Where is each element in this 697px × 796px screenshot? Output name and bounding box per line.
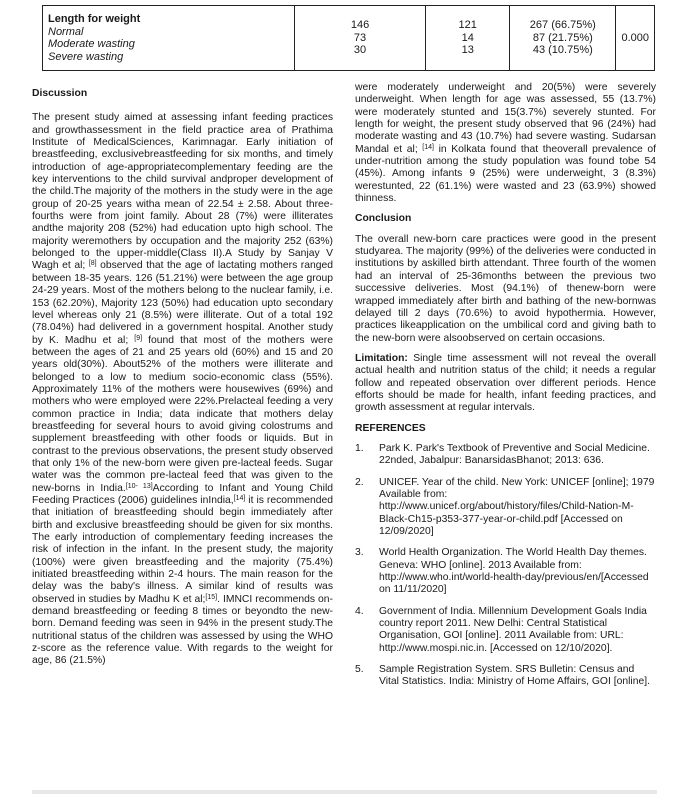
category-cell (43, 6, 295, 71)
conclusion-heading: Conclusion (355, 213, 412, 225)
reference-text: Government of India. Millennium Development Goals India country report 2011. New Delhi: Central Statistical Organisation, GOI [online]. 2011 Available from: URL: http://www.mospi.nic.in. [Accessed on 12/10/2020]. (379, 605, 647, 654)
reference-item (355, 547, 656, 596)
reference-item (355, 477, 656, 539)
total-value: 267 (66.75%) (529, 19, 596, 32)
citation-marker: [14] (422, 143, 434, 151)
reference-item (355, 443, 656, 468)
reference-text: Sample Registration System. SRS Bulletin: Census and Vital Statistics. India: Ministry of Home Affairs, GOI [online]. (379, 664, 650, 688)
category-moderate: Moderate wasting (48, 38, 135, 50)
discussion-continuation: were moderately underweight and 20(5%) were severely underweight. When length for age was assessed, 55 (13.7%) were moderately stunted and 15(3.7%) severely stunted. For length for weight, the present study observed that 96 (24%) had moderate wasting and 43 (10.7%) had severe wasting. Sudarsan Mandal et al; [14] in Kolkata found that theoverall prevalence of under-nutrition among the study population was found tobe 54 (45%). Among infants 9 (25%) were underweight, 3 (8.3%) werestunted, 22 (61.1%) were wasted and 23 (63.9%) showed thinness. (355, 82, 656, 205)
category-severe: Severe wasting (48, 50, 124, 63)
reference-number: 3. (355, 547, 364, 559)
reference-text: Park K. Park's Textbook of Preventive and Social Medicine. 22nded, Jabalpur: BanarsidasBhanot; 2013: 636. (379, 442, 650, 467)
p-value: 0.000 (621, 31, 649, 44)
citation-marker: [15] (205, 593, 218, 601)
results-table (42, 5, 655, 71)
category-normal: Normal (48, 25, 84, 38)
total-value: 87 (21.75%) (532, 31, 593, 44)
col1-value: 146 (350, 19, 370, 32)
table-row-label: Length for weight (48, 13, 141, 25)
column-1-cell (294, 6, 425, 71)
table-row (43, 6, 655, 71)
page-footer-rule (32, 790, 657, 794)
reference-number: 4. (355, 605, 364, 617)
column-2-cell (426, 6, 510, 71)
limitation-text: Single time assessment will not reveal the overall actual health and nutrition status of the child; it needs a regular follow and repeated observation over different periods. Hence efforts should be made for health, infant feeding practices, and growth assessment at regular intervals. (355, 352, 656, 414)
col2-value: 14 (461, 31, 474, 44)
reference-text: World Health Organization. The World Health Day themes. Geneva: WHO [online]. 2013 Available from: http://www.who.int/world-health-day/previous/en/[Accessed on 11/11/2020] (379, 547, 649, 596)
reference-number: 2. (355, 476, 364, 488)
limitation-label: Limitation: (355, 352, 408, 364)
col2-value: 121 (458, 19, 477, 32)
citation-marker: [8] (88, 260, 97, 268)
reference-text: UNICEF. Year of the child. New York: UNICEF [online]; 1979 Available from: http://www.unicef.org/about/history/files/Child-Nation-M-Black-Ch15-p353-377-year-or-child.pdf [Accessed on 12/09/2020] (379, 476, 655, 537)
total-cell (510, 6, 616, 71)
citation-marker: [9] (134, 334, 143, 342)
col1-value: 30 (353, 44, 367, 57)
limitation-paragraph (355, 353, 656, 415)
citation-marker: [10- 13] (125, 482, 153, 490)
p-value-cell (616, 6, 655, 71)
reference-number: 1. (355, 442, 364, 454)
left-column (32, 88, 333, 668)
reference-item (355, 606, 656, 655)
discussion-text: The present study aimed at assessing infant feeding practices and growthassessment in the field practice area of Prathima Institute of MedicalSciences, Karimnagar. Early initiation of breastfeeding, exclusivebreastfeeding for six months, and timely introduction of age-appropriatecomplementary feeding are the key interventions to the child survival andproper development of the child.The majority of the mothers in the study were in the age group of 20-25 years witha mean of 22.54 ± 2.58. About three-fourths were from joint family. About 28 (7%) were illiterates andthe majority 208 (52%) had education upto high school. The majority weremothers by occupation and the majority 252 (63%) belonged to the upper-middle(Class II).A Study by Sanjay V Wagh et al; [8] observed that the age of lactating mothers ranged between 18-35 years. 126 (51.21%) were between the age group 24-29 years. Most of the mothers belong to the nuclear family, i.e. 153 (62.20%), Majority 123 (50%) had education upto secondary level whereas only 21 (8.5%) were illiterate. Out of a total 192 (78.04%) had delivered in a government hospital. Another study by K. Madhu et al; [9] found that most of the mothers were between the ages of 21 and 25 years old (60%) and 15 and 20 years old(30%). About52% of the mothers were illiterate and belonged to a low to medium socio-economic class (55%). Approximately 11% of the mothers were housewives (69%) and mothers who were employed were 22%.Prelacteal feeding a very common practice in India; data indicate that mothers delay breastfeeding for several hours to avoid giving colostrums and supplement breastfeeding with other foods or liquids. But in contrast to the previous observations, the present study observed that only 1% of the new-born were given pre-lacteal feeds. Sugar water was the common pre-lacteal feed that was given to the new-borns in India.[10- 13]According to Infant and Young Child Feeding Practices (2006) guidelines inIndia,[14] it is recommended that initiation of breastfeeding should begin immediately after birth and exclusive breastfeeding should be given for six months. The early introduction of complementary feeding increases the risk of infection in the infant. In the present study, the majority (100%) were given breastfeeding and the majority (75.4%) initiated breastfeeding within 2-4 hours. The main reason for the delay was the baby's illness. A similar kind of results was observed in studies by Madhu K et al;[15]. IMNCI recommends on-demand breastfeeding or feeding 8 times or beyondto the new-born. Demand feeding was seen in 94% in the present study.The nutritional status of the children was assessed by using the WHO z-score as the reference value. With regards to the weight for age, 86 (21.5%) (32, 112, 333, 667)
citation-marker: [14] (233, 495, 246, 502)
right-column (355, 82, 656, 698)
reference-number: 5. (355, 664, 364, 676)
reference-item (355, 664, 656, 689)
conclusion-text: The overall new-born care practices were good in the present studyarea. The majority (99%) of the deliveries were conducted in institutions by askilled birth attendant. Three fourth of the women had an interval of 25-36months between the previous two successive deliveries. Most (94.1%) of thenew-born were wrapped immediately after birth and bathing of the new-bornwas delayed till 2 days (70.6%) to avoid hypothermia. However, practices likeapplication on the umbilical cord and giving bath to the new-born were alsoobserved on certain occasions. (355, 233, 656, 344)
references-heading: REFERENCES (355, 422, 426, 434)
discussion-heading: Discussion (32, 88, 88, 99)
total-value: 43 (10.75%) (532, 44, 593, 57)
references-list (355, 443, 656, 689)
col1-value: 73 (353, 31, 367, 44)
col2-value: 13 (461, 44, 474, 57)
